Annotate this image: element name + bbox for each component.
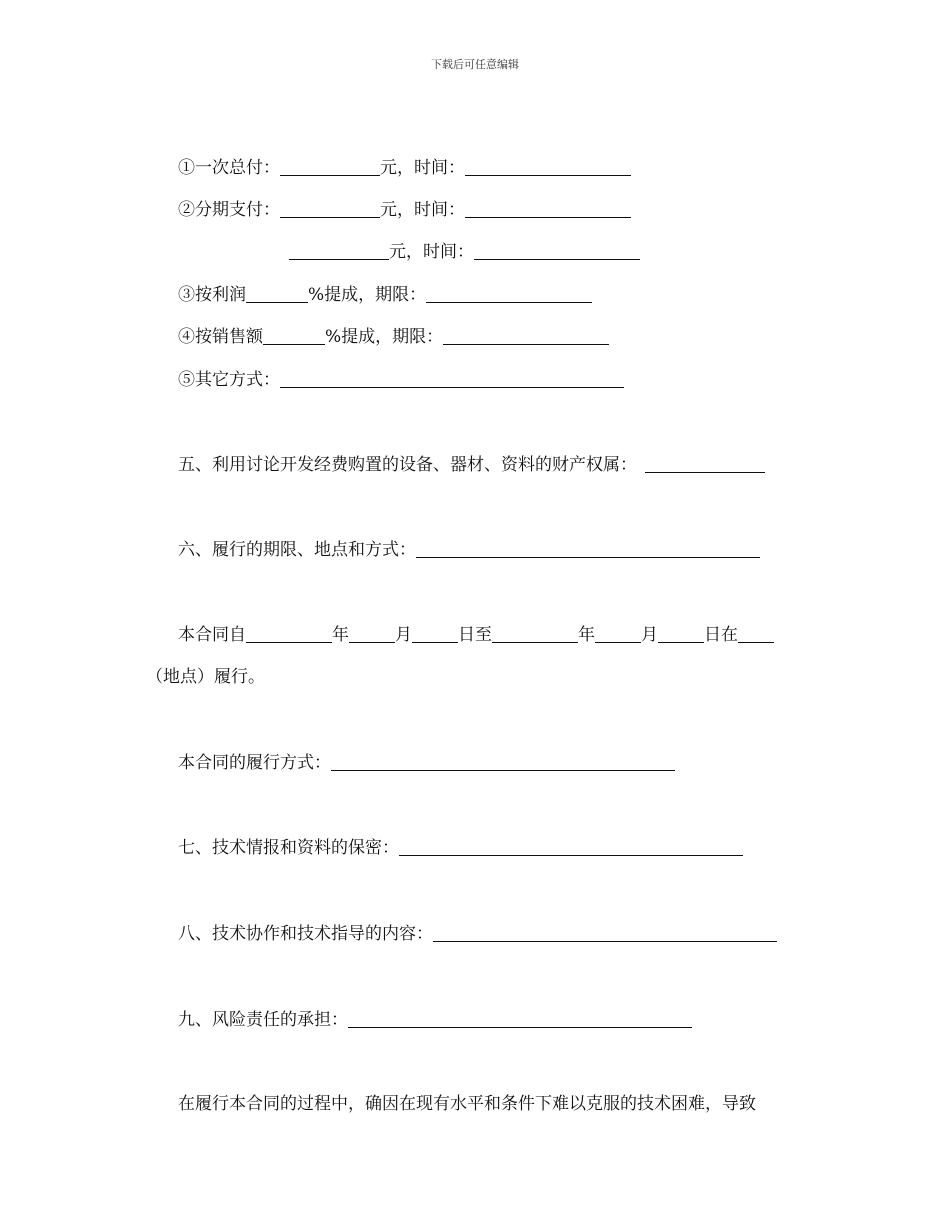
- payment-other-label: ⑤其它方式：: [178, 370, 280, 390]
- risk-blank[interactable]: [348, 1009, 692, 1028]
- method-blank[interactable]: [331, 752, 675, 771]
- year-label: 年: [332, 625, 349, 645]
- start-day-blank[interactable]: [412, 624, 458, 643]
- page-header: 下载后可任意编辑: [431, 58, 519, 71]
- payment-lump-sum-label: ①一次总付：: [178, 158, 280, 178]
- year-label: 年: [578, 625, 595, 645]
- unit-time-label: 元，时间：: [389, 242, 474, 262]
- section-9-label: 九、风险责任的承担：: [178, 1010, 348, 1030]
- confidentiality-blank[interactable]: [399, 837, 743, 856]
- final-paragraph: 在履行本合同的过程中，确因在现有水平和条件下难以克服的技术困难，导致: [178, 1094, 756, 1114]
- unit-time-label: 元，时间：: [380, 158, 465, 178]
- start-month-blank[interactable]: [349, 624, 395, 643]
- percent-term-label: %提成，期限：: [325, 327, 444, 347]
- payment-profit-label: ③按利润: [178, 285, 246, 305]
- section-7-line: [178, 836, 743, 860]
- payment-lump-sum-line: [178, 156, 631, 180]
- section-5-line: [178, 453, 765, 477]
- percent-term-label: %提成，期限：: [308, 285, 427, 305]
- unit-time-label: 元，时间：: [380, 200, 465, 220]
- section-8-line: [178, 922, 777, 946]
- method-line: [178, 751, 675, 775]
- location-blank[interactable]: [738, 624, 774, 643]
- time-blank[interactable]: [465, 199, 631, 218]
- performance-blank[interactable]: [416, 539, 760, 558]
- section-8-label: 八、技术协作和技术指导的内容：: [178, 924, 433, 944]
- month-label: 月: [641, 625, 658, 645]
- property-rights-blank[interactable]: [645, 454, 765, 473]
- percent-blank[interactable]: [263, 326, 325, 345]
- payment-installment-label: ②分期支付：: [178, 200, 280, 220]
- payment-sales-label: ④按销售额: [178, 327, 263, 347]
- time-blank[interactable]: [465, 157, 631, 176]
- section-6-label: 六、履行的期限、地点和方式：: [178, 540, 416, 560]
- term-prefix: 本合同自: [178, 625, 246, 645]
- payment-profit-line: [178, 283, 592, 307]
- end-year-blank[interactable]: [492, 624, 578, 643]
- day-at-label: 日在: [704, 625, 738, 645]
- payment-installment-line: [178, 198, 631, 222]
- percent-blank[interactable]: [246, 284, 308, 303]
- section-5-label: 五、利用讨论开发经费购置的设备、器材、资料的财产权属：: [178, 455, 637, 475]
- location-line: （地点）履行。: [146, 667, 265, 687]
- amount-blank[interactable]: [280, 157, 380, 176]
- section-6-line: [178, 538, 760, 562]
- start-year-blank[interactable]: [246, 624, 332, 643]
- method-label: 本合同的履行方式：: [178, 753, 331, 773]
- payment-installment-line-2: [289, 240, 640, 264]
- time-blank[interactable]: [474, 241, 640, 260]
- amount-blank[interactable]: [280, 199, 380, 218]
- payment-other-line: [178, 368, 624, 392]
- payment-sales-line: [178, 325, 609, 349]
- end-day-blank[interactable]: [658, 624, 704, 643]
- end-month-blank[interactable]: [595, 624, 641, 643]
- cooperation-blank[interactable]: [433, 923, 777, 942]
- day-to-label: 日至: [458, 625, 492, 645]
- section-9-line: [178, 1008, 692, 1032]
- month-label: 月: [395, 625, 412, 645]
- other-method-blank[interactable]: [280, 369, 624, 388]
- amount-blank[interactable]: [289, 241, 389, 260]
- term-blank[interactable]: [426, 284, 592, 303]
- section-7-label: 七、技术情报和资料的保密：: [178, 838, 399, 858]
- term-blank[interactable]: [443, 326, 609, 345]
- contract-term-line: [178, 623, 774, 647]
